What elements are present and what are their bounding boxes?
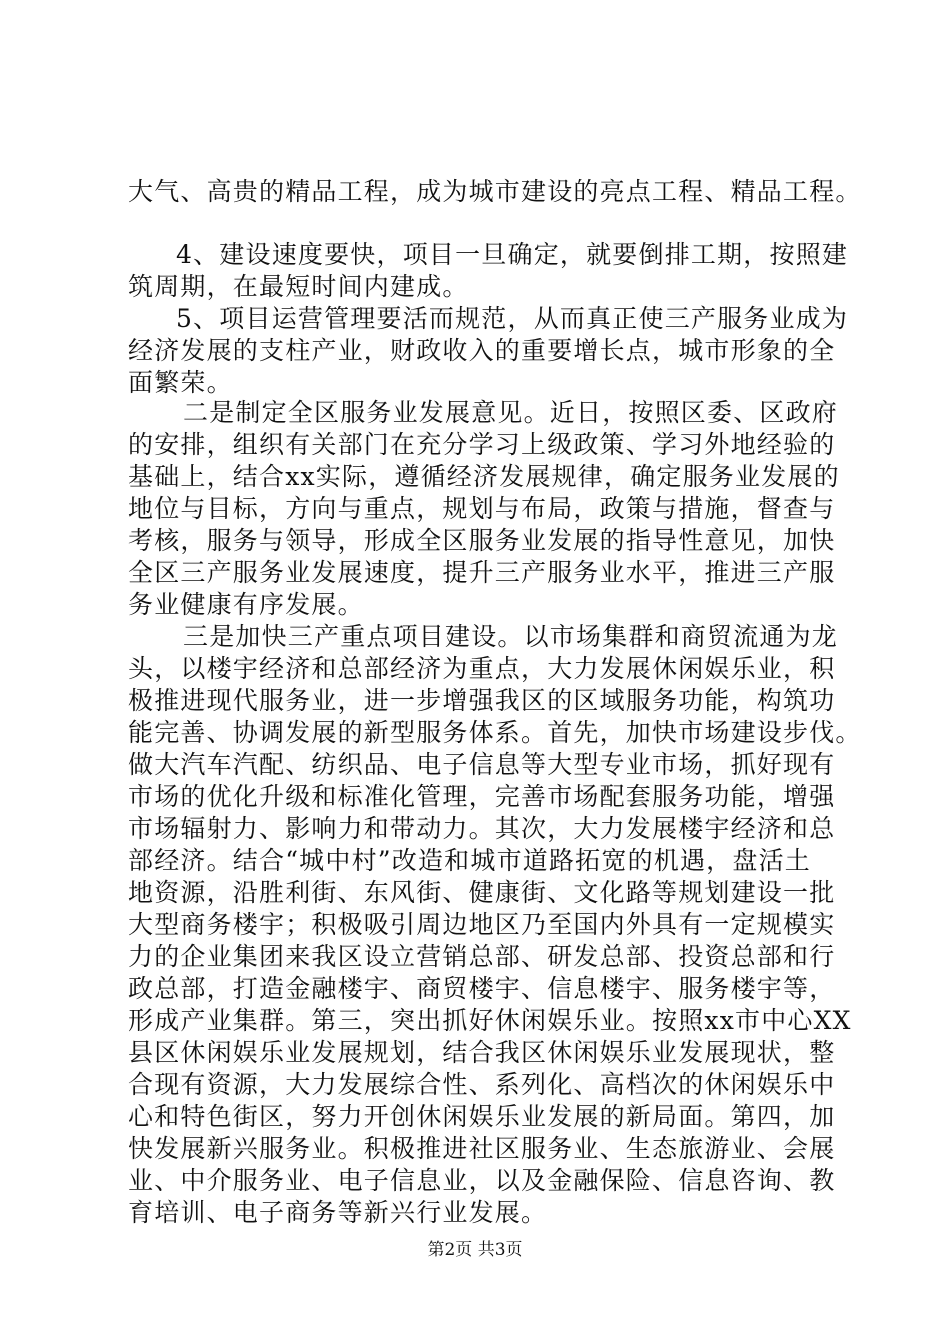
paragraph-line: 快发展新兴服务业。积极推进社区服务业、生态旅游业、会展 (128, 1134, 836, 1163)
paragraph-line: 头，以楼宇经济和总部经济为重点，大力发展休闲娱乐业，积 (128, 654, 836, 683)
paragraph-line: 心和特色街区，努力开创休闲娱乐业发展的新局面。第四，加 (128, 1102, 836, 1131)
paragraph-line: 务业健康有序发展。 (128, 590, 364, 619)
paragraph-line: 形成产业集群。第三，突出抓好休闲娱乐业。按照xx市中心XX (128, 1006, 852, 1035)
paragraph-line: 面繁荣。 (128, 368, 233, 397)
paragraph-line: 市场辐射力、影响力和带动力。其次，大力发展楼宇经济和总 (128, 814, 836, 843)
paragraph-line: 极推进现代服务业，进一步增强我区的区域服务功能，构筑功 (128, 686, 836, 715)
paragraph-line: 合现有资源，大力发展综合性、系列化、高档次的休闲娱乐中 (128, 1070, 836, 1099)
paragraph-line: 4、建设速度要快，项目一旦确定，就要倒排工期，按照建 (176, 240, 849, 269)
paragraph-line: 筑周期，在最短时间内建成。 (128, 272, 469, 301)
paragraph-line: 市场的优化升级和标准化管理，完善市场配套服务功能，增强 (128, 782, 836, 811)
paragraph-line: 业、中介服务业、电子信息业，以及金融保险、信息咨询、教 (128, 1166, 836, 1195)
paragraph-line: 部经济。结合“城中村”改造和城市道路拓宽的机遇，盘活土 (128, 846, 811, 875)
paragraph-line: 二是制定全区服务业发展意见。近日，按照区委、区政府 (183, 398, 839, 427)
paragraph-line: 做大汽车汽配、纺织品、电子信息等大型专业市场，抓好现有 (128, 750, 836, 779)
paragraph-line: 大气、高贵的精品工程，成为城市建设的亮点工程、精品工程。 (128, 177, 862, 206)
paragraph-line: 能完善、协调发展的新型服务体系。首先，加快市场建设步伐。 (128, 718, 862, 747)
paragraph-line: 三是加快三产重点项目建设。以市场集群和商贸流通为龙 (183, 622, 839, 651)
paragraph-line: 全区三产服务业发展速度，提升三产服务业水平，推进三产服 (128, 558, 836, 587)
paragraph-line: 育培训、电子商务等新兴行业发展。 (128, 1198, 548, 1227)
paragraph-line: 政总部，打造金融楼宇、商贸楼宇、信息楼宇、服务楼宇等， (128, 974, 836, 1003)
paragraph-line: 县区休闲娱乐业发展规划，结合我区休闲娱乐业发展现状，整 (128, 1038, 836, 1067)
paragraph-line: 力的企业集团来我区设立营销总部、研发总部、投资总部和行 (128, 942, 836, 971)
paragraph-line: 5、项目运营管理要活而规范，从而真正使三产服务业成为 (176, 304, 849, 333)
paragraph-line: 考核，服务与领导，形成全区服务业发展的指导性意见，加快 (128, 526, 836, 555)
paragraph-line: 大型商务楼宇；积极吸引周边地区乃至国内外具有一定规模实 (128, 910, 836, 939)
paragraph-line: 的安排，组织有关部门在充分学习上级政策、学习外地经验的 (128, 430, 836, 459)
paragraph-line: 基础上，结合xx实际，遵循经济发展规律，确定服务业发展的 (128, 462, 840, 491)
paragraph-line: 地位与目标，方向与重点，规划与布局，政策与措施，督查与 (128, 494, 836, 523)
paragraph-line: 经济发展的支柱产业，财政收入的重要增长点，城市形象的全 (128, 336, 836, 365)
paragraph-line: 地资源，沿胜利街、东风街、健康街、文化路等规划建设一批 (128, 878, 836, 907)
page-number-footer: 第2页 共3页 (427, 1240, 523, 1260)
